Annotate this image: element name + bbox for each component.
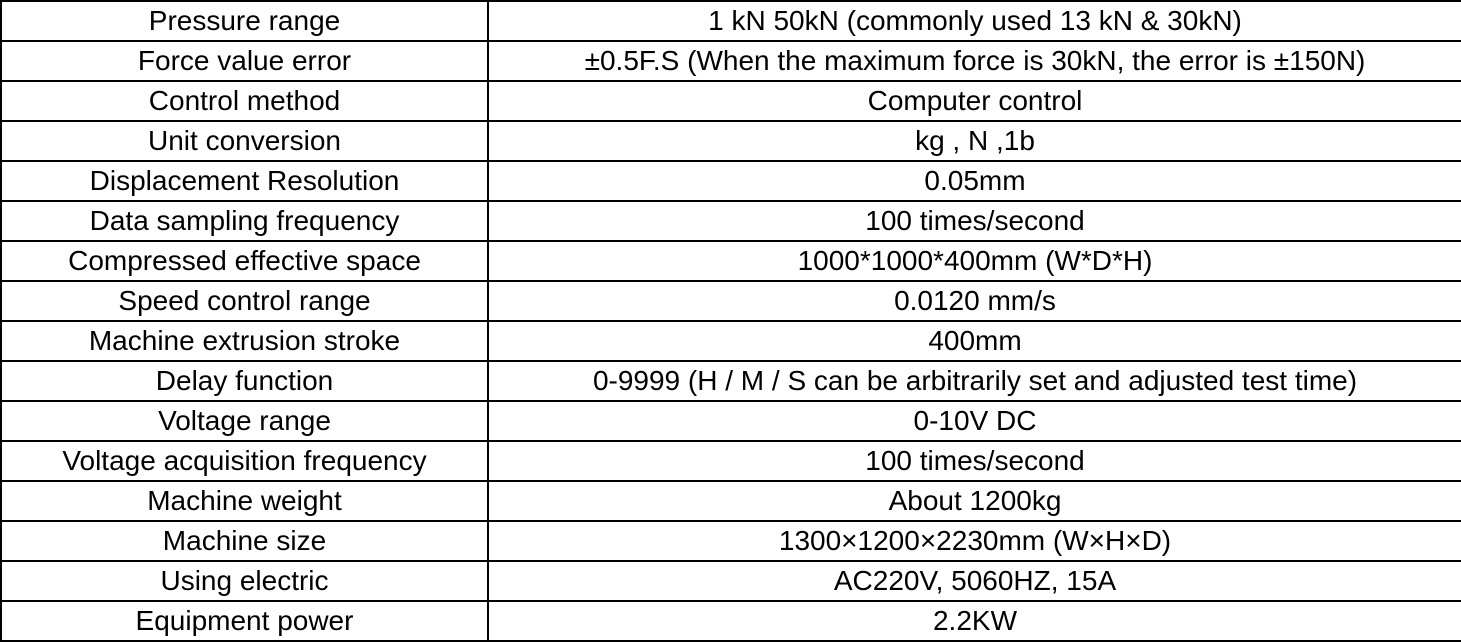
parameter-value: 100 times/second (488, 201, 1461, 241)
parameter-value: 0.05mm (488, 161, 1461, 201)
table-row (1, 601, 1461, 641)
parameter-name: Voltage range (1, 401, 488, 441)
parameter-name: Equipment power (1, 601, 488, 641)
table-row (1, 521, 1461, 561)
parameter-name: Displacement Resolution (1, 161, 488, 201)
parameter-name: Speed control range (1, 281, 488, 321)
parameter-value: kg , N ,1b (488, 121, 1461, 161)
parameter-value: Computer control (488, 81, 1461, 121)
parameter-name: Pressure range (1, 1, 488, 41)
parameter-value: 0-10V DC (488, 401, 1461, 441)
parameter-name: Voltage acquisition frequency (1, 441, 488, 481)
parameter-name: Using electric (1, 561, 488, 601)
table-row (1, 161, 1461, 201)
parameter-name: Delay function (1, 361, 488, 401)
parameter-name: Unit conversion (1, 121, 488, 161)
table-row (1, 121, 1461, 161)
table-row (1, 201, 1461, 241)
parameter-name: Machine weight (1, 481, 488, 521)
table-row (1, 361, 1461, 401)
parameter-name: Control method (1, 81, 488, 121)
parameter-value: About 1200kg (488, 481, 1461, 521)
parameter-name: Data sampling frequency (1, 201, 488, 241)
parameter-value: 400mm (488, 321, 1461, 361)
parameter-value: 1 kN 50kN (commonly used 13 kN & 30kN) (488, 1, 1461, 41)
table-row (1, 281, 1461, 321)
parameter-name: Compressed effective space (1, 241, 488, 281)
parameter-value: 1300×1200×2230mm (W×H×D) (488, 521, 1461, 561)
parameter-value: 1000*1000*400mm (W*D*H) (488, 241, 1461, 281)
parameter-value: 0-9999 (H / M / S can be arbitrarily set and adjusted test time) (488, 361, 1461, 401)
parameter-name: Force value error (1, 41, 488, 81)
table-row (1, 241, 1461, 281)
table-row (1, 321, 1461, 361)
parameter-value: 100 times/second (488, 441, 1461, 481)
parameter-value: ±0.5F.S (When the maximum force is 30kN, the error is ±150N) (488, 41, 1461, 81)
table-row (1, 481, 1461, 521)
parameter-value: 0.0120 mm/s (488, 281, 1461, 321)
table-row (1, 41, 1461, 81)
parameter-value: 2.2KW (488, 601, 1461, 641)
table-row (1, 561, 1461, 601)
table-row (1, 81, 1461, 121)
table-row (1, 401, 1461, 441)
table-row (1, 1, 1461, 41)
table-row (1, 441, 1461, 481)
parameter-name: Machine size (1, 521, 488, 561)
parameter-value: AC220V, 5060HZ, 15A (488, 561, 1461, 601)
specification-table-body (1, 1, 1461, 641)
parameter-name: Machine extrusion stroke (1, 321, 488, 361)
